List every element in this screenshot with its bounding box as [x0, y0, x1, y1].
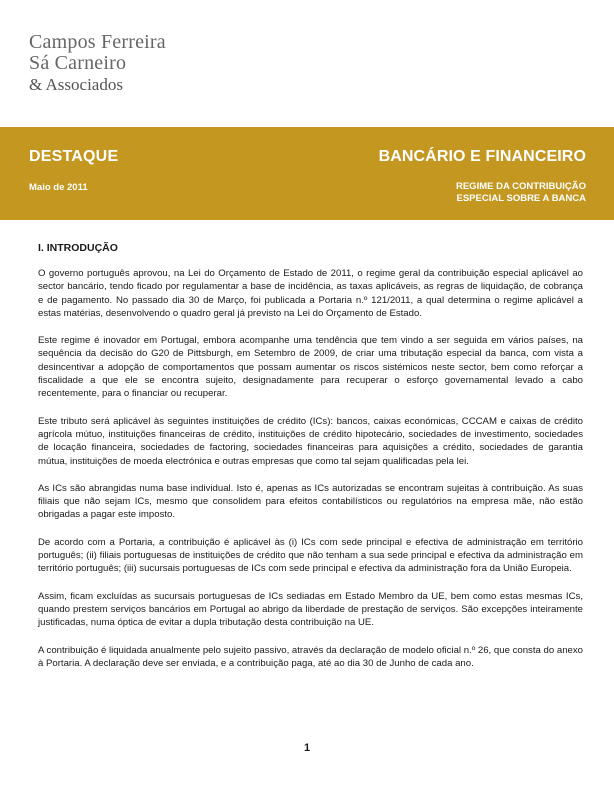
paragraph: As ICs são abrangidas numa base individual. Isto é, apenas as ICs autorizadas se encontram sujeitas à contribuição. As suas filiais que não sejam ICs, mesmo que consolidem para efeitos contabilísticos ou regulatórios na empresa mãe, não estão obrigadas a pagar este imposto.: [38, 482, 583, 521]
page-number: 1: [303, 742, 311, 754]
banner-date: Maio de 2011: [29, 182, 88, 193]
banner-category: BANCÁRIO E FINANCEIRO: [378, 148, 586, 165]
paragraph: O governo português aprovou, na Lei do Orçamento de Estado de 2011, o regime geral da contribuição especial aplicável ao sector bancário, tendo ficado por regulamentar a base de incidência, as taxas aplicáveis, as regras de liquidação, de cobrança e de pagamento. No passado dia 30 de Março, foi publicada a Portaria n.º 121/2011, a qual determina o regime aplicável a estas matérias, desenvolvendo o quadro geral já previsto na Lei do Orçamento de Estado.: [38, 268, 583, 319]
header-banner: [0, 127, 614, 220]
document-body: [38, 242, 583, 684]
paragraph: A contribuição é liquidada anualmente pelo sujeito passivo, através da declaração de modelo oficial n.º 26, que consta do anexo à Portaria. A declaração deve ser enviada, e a contribuição paga, até ao dia 30 de Junho de cada ano.: [38, 644, 583, 669]
paragraph: Assim, ficam excluídas as sucursais portuguesas de ICs sediadas em Estado Membro da UE, bem como estas mesmas ICs, quando prestem serviços bancários em Portugal ao abrigo da liberdade de prestação de serviços. São excepções inteiramente justificadas, numa óptica de evitar a dupla tributação desta contribuição na UE.: [38, 590, 583, 629]
firm-logo: [29, 32, 166, 95]
banner-subtitle-line-1: REGIME DA CONTRIBUIÇÃO: [455, 181, 586, 192]
logo-line-1: Campos Ferreira: [29, 31, 166, 53]
paragraph: Este tributo será aplicável às seguintes instituições de crédito (ICs): bancos, caixas económicas, CCCAM e caixas de crédito agrícola mútuo, instituições financeiras de crédito, instituições de crédito hipotecário, sociedades de investimento, sociedades de locação financeira, sociedades de factoring, sociedades financeiras para aquisições a crédito, sociedades de garantia mútua, instituições de moeda electrónica e outras empresas que como tal sejam qualificadas pela lei.: [38, 415, 583, 467]
paragraph: Este regime é inovador em Portugal, embora acompanhe uma tendência que tem vindo a ser seguida em vários países, na sequência da decisão do G20 de Pittsburgh, em Setembro de 2009, de criar uma tributação especial da banca, com vista a desincentivar a adopção de comportamentos que possam aumentar os riscos sistémicos neste sector, bem como reforçar a fiscalidade a que ele se encontra sujeito, designadamente para recuperar o esforço governamental levado a cabo recentemente, para o financiar ou recuperar.: [38, 335, 583, 400]
banner-subtitle-line-2: ESPECIAL SOBRE A BANCA: [456, 193, 586, 204]
section-heading: I. INTRODUÇÃO: [38, 242, 118, 254]
banner-subtitle: [456, 181, 586, 205]
paragraph: De acordo com a Portaria, a contribuição é aplicável às (i) ICs com sede principal e efectiva de administração em território português; (ii) filiais portuguesas de instituições de crédito que não tenham a sua sede principal e efectiva da administração em território português; (iii) sucursais portuguesas de ICs com sede principal e efectiva da administração fora da União Europeia.: [38, 536, 583, 575]
logo-line-2: Sá Carneiro: [29, 52, 127, 74]
banner-title: DESTAQUE: [29, 148, 119, 165]
logo-line-3: & Associados: [29, 75, 123, 94]
